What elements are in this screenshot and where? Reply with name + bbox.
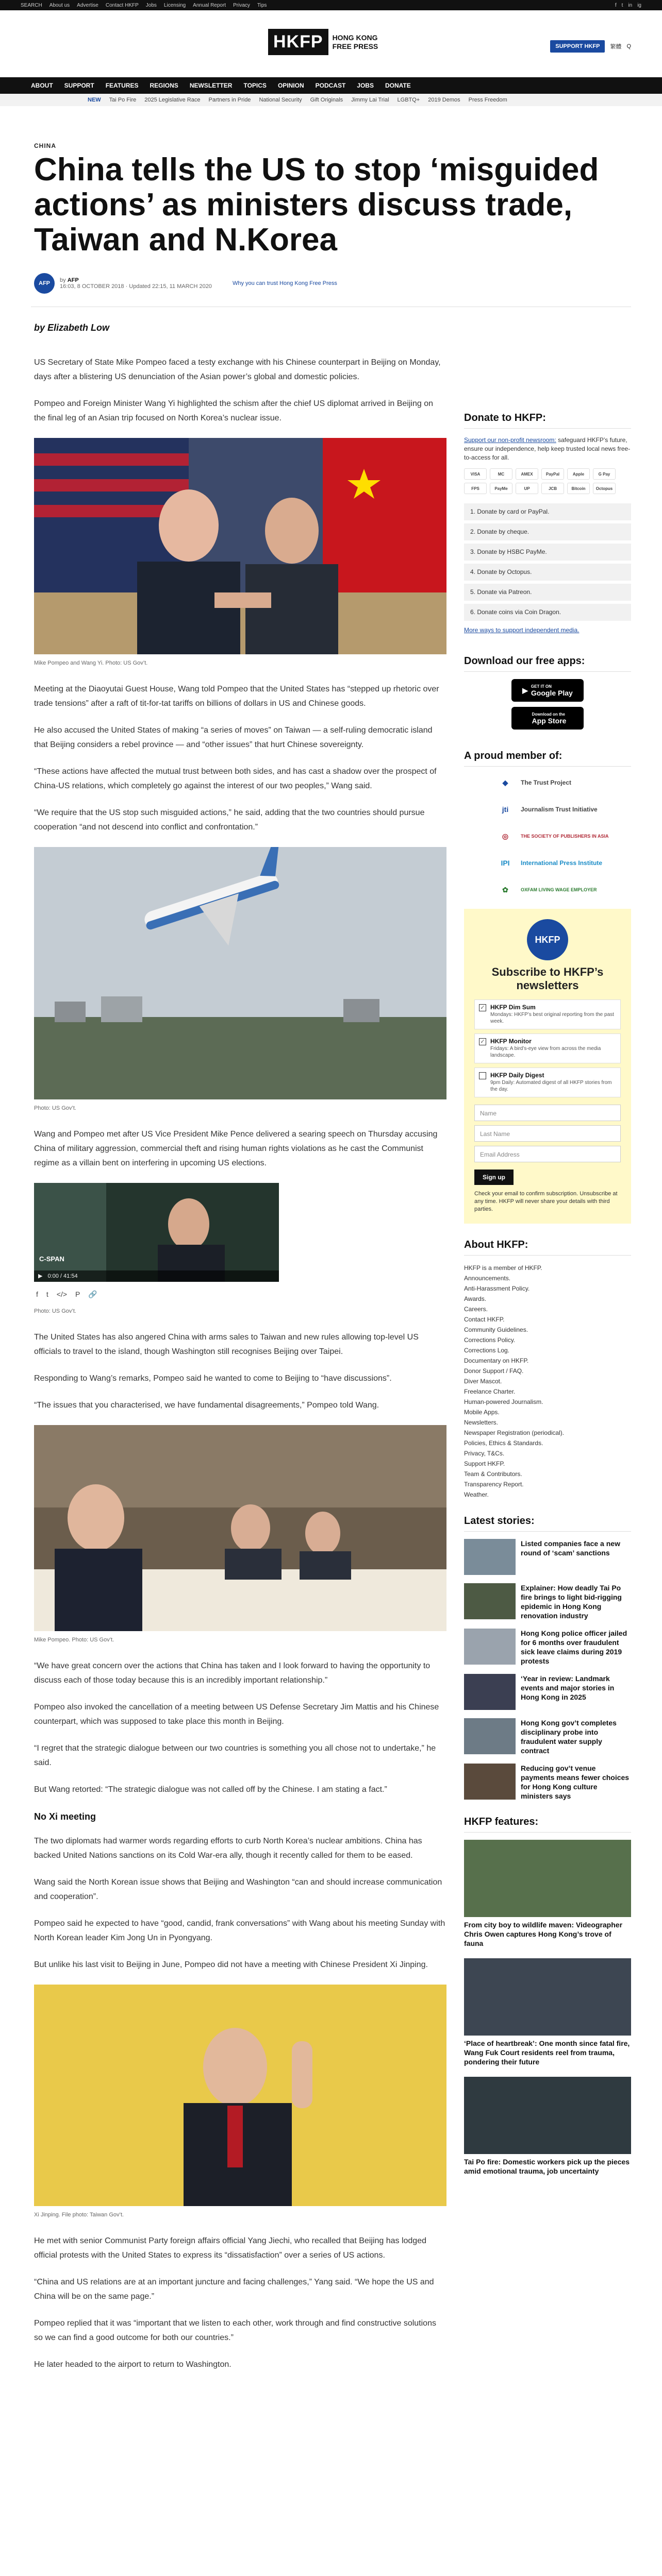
twitter-icon[interactable]: t xyxy=(46,1290,48,1298)
trending-link[interactable]: Partners in Pride xyxy=(208,97,251,103)
about-link[interactable]: About us xyxy=(49,2,70,8)
about-link[interactable]: Team & Contributors. xyxy=(464,1470,522,1478)
photo-caption: Mike Pompeo and Wang Yi. Photo: US Gov’t. xyxy=(34,660,148,666)
photo-airplane xyxy=(34,847,446,1099)
sopa-logo: ◎ xyxy=(502,832,509,840)
about-list xyxy=(464,1263,631,1500)
trending-link[interactable]: Tai Po Fire xyxy=(109,97,137,103)
paragraph: But unlike his last visit to Beijing in June, Pompeo did not have a meeting with Chinese President Xi Jinping. xyxy=(34,1960,428,1969)
nav-newsletter[interactable]: NEWSLETTER xyxy=(189,82,233,89)
licensing-link[interactable]: Licensing xyxy=(163,2,186,8)
article-body xyxy=(34,309,446,2384)
about-link[interactable]: Community Guidelines. xyxy=(464,1326,528,1333)
amex-icon: AMEX xyxy=(516,468,538,480)
latest-heading: Latest stories: xyxy=(464,1515,631,1532)
nav-opinion[interactable]: OPINION xyxy=(277,82,304,89)
trending-link[interactable]: Gift Originals xyxy=(310,97,343,103)
mastercard-icon: MC xyxy=(490,468,512,480)
about-link[interactable]: Transparency Report. xyxy=(464,1481,524,1488)
jcb-icon: JCB xyxy=(541,483,564,494)
donate-option[interactable]: 3. Donate by HSBC PayMe. xyxy=(464,544,631,561)
newsletter-logo: HKFP xyxy=(527,919,568,960)
donate-option[interactable]: 1. Donate by card or PayPal. xyxy=(464,503,631,520)
nav-jobs[interactable]: JOBS xyxy=(357,82,374,89)
author-name[interactable]: AFP xyxy=(67,277,79,283)
trending-link[interactable]: 2025 Legislative Race xyxy=(144,97,201,103)
member-jti[interactable]: jti Journalism Trust Initiative xyxy=(495,801,631,818)
donate-box: Support our non-profit newsroom: safeguard HKFP’s future, ensure our independence, help keep trusted local news free-to-access for all. VISA MC AMEX PayPal Apple G Pay FPS PayMe UP JCB Bitcoin Octopus 1. Donate by card or PayPal. 2. Donate by cheque. 3. Donate by HSBC PayMe. 4. Donate by Octopus. 5. Donate via Patreon. 6. Donate coins via Coin Dragon. More ways to support independent media. xyxy=(464,436,631,634)
newsletter-title: Subscribe to HKFP’s newsletters xyxy=(491,965,604,992)
google-play-badge[interactable]: ▶ GET IT ON Google Play xyxy=(511,679,584,702)
nav-features[interactable]: FEATURES xyxy=(105,82,139,89)
photo-pompeo-wang xyxy=(34,438,446,654)
newsletter-option[interactable]: ✓ HKFP Dim Sum Mondays: HKFP’s best original reporting from the past week. xyxy=(474,999,621,1029)
paragraph: Pompeo replied that it was “important that we listen to each other, work through and find constructive solutions so we can find a good outcome for both our countries.” xyxy=(34,2319,436,2342)
more-ways-link[interactable]: More ways to support independent media. xyxy=(464,626,580,634)
payment-logos xyxy=(464,468,631,494)
feature-image xyxy=(464,1840,631,1917)
member-trust-project[interactable]: ◆ The Trust Project xyxy=(495,774,631,791)
about-link[interactable]: Support HKFP. xyxy=(464,1460,505,1467)
paragraph: “I regret that the strategic dialogue between our two countries is something you all chose not to undertake,” he said. xyxy=(34,1744,436,1767)
paragraph: Pompeo also invoked the cancellation of a meeting between US Defense Secretary Jim Mattis and his Chinese counterpart, which was supposed to take place this month in Beijing. xyxy=(34,1703,439,1726)
story-thumbnail xyxy=(464,1539,516,1575)
about-link[interactable]: Anti-Harassment Policy. xyxy=(464,1285,530,1292)
facebook-icon[interactable]: f xyxy=(36,1290,38,1298)
feature-title[interactable]: Tai Po fire: Domestic workers pick up the pieces amid emotional trauma, job uncertainty xyxy=(464,2158,630,2175)
section-heading: No Xi meeting xyxy=(34,1811,96,1822)
article-meta: AFP by AFP 16:03, 8 OCTOBER 2018 · Updated 22:15, 11 MARCH 2020 Why you can trust Hong Kong Free Press xyxy=(34,273,337,294)
donate-options xyxy=(464,503,631,621)
about-link[interactable]: Donor Support / FAQ. xyxy=(464,1367,524,1375)
donate-option[interactable]: 5. Donate via Patreon. xyxy=(464,584,631,601)
paragraph: “The issues that you characterised, we have fundamental disagreements,” Pompeo told Wang. xyxy=(34,1401,379,1410)
story-thumbnail xyxy=(464,1718,516,1754)
play-icon[interactable]: ▶ xyxy=(38,1273,43,1279)
paragraph: Wang said the North Korean issue shows that Beijing and Washington “can and should increase communication and cooperation”. xyxy=(34,1878,442,1901)
story-card[interactable] xyxy=(464,1539,631,1575)
byline: by Elizabeth Low xyxy=(34,323,110,333)
donate-option[interactable]: 4. Donate by Octopus. xyxy=(464,564,631,581)
nav-podcast[interactable]: PODCAST xyxy=(315,82,346,89)
video-controls[interactable] xyxy=(34,1270,279,1282)
story-card[interactable] xyxy=(464,1629,631,1666)
story-thumbnail xyxy=(464,1764,516,1800)
paragraph: “China and US relations are at an important juncture and facing challenges,” Yang said. “We hope the US and China will be on the same page.” xyxy=(34,2278,434,2301)
trending-link[interactable]: Jimmy Lai Trial xyxy=(351,97,389,103)
paypal-icon: PayPal xyxy=(541,468,564,480)
site-logo[interactable] xyxy=(268,29,378,55)
privacy-link[interactable]: Privacy xyxy=(233,2,250,8)
new-badge: NEW xyxy=(88,97,101,103)
about-link[interactable]: Documentary on HKFP. xyxy=(464,1357,529,1364)
about-link[interactable]: Mobile Apps. xyxy=(464,1409,500,1416)
play-store-icon: ▶ xyxy=(522,686,528,694)
donate-heading: Donate to HKFP: xyxy=(464,412,631,429)
feature-image xyxy=(464,1958,631,2036)
oxfam-logo: ✿ xyxy=(502,885,508,894)
jobs-link[interactable]: Jobs xyxy=(145,2,157,8)
main-nav xyxy=(0,77,662,94)
signup-button[interactable]: Sign up xyxy=(474,1170,514,1185)
video-thumbnail xyxy=(34,1183,279,1282)
checkbox[interactable]: ✓ xyxy=(479,1004,486,1011)
trending-link[interactable]: LGBTQ+ xyxy=(397,97,420,103)
fps-icon: FPS xyxy=(464,483,487,494)
annual-report-link[interactable]: Annual Report xyxy=(193,2,226,8)
story-card[interactable] xyxy=(464,1764,631,1801)
article-headline: China tells the US to stop ‘misguided actions’ as ministers discuss trade, Taiwan and N.Korea xyxy=(34,152,599,258)
trending-link[interactable]: 2019 Demos xyxy=(428,97,460,103)
publish-dates: 16:03, 8 OCTOBER 2018 · Updated 22:15, 11 MARCH 2020 xyxy=(60,283,212,290)
paragraph: “These actions have affected the mutual trust between both sides, and has cast a shadow over the prospect of China-US relations, which completely go against the interest of our two peoples,” Wang said. xyxy=(34,767,437,790)
support-hkfp-button[interactable]: SUPPORT HKFP xyxy=(550,40,605,53)
masthead xyxy=(0,10,662,77)
paragraph: “We require that the US stop such misguided actions,” he said, adding that the two countries should pursue cooperation “and not descend into conflict and confrontation.” xyxy=(34,808,425,832)
checkbox[interactable]: ✓ xyxy=(479,1038,486,1045)
paragraph: Pompeo and Foreign Minister Wang Yi highlighted the schism after the chief US diplomat arrived in Beijing on the final leg of an Asian trip focused on North Korea’s nuclear issue. xyxy=(34,399,434,422)
logo-wordmark: HONG KONG FREE PRESS xyxy=(332,33,378,50)
about-link[interactable]: HKFP is a member of HKFP. xyxy=(464,1264,542,1272)
photo-xi-jinping xyxy=(34,1985,446,2206)
pinterest-icon[interactable]: P xyxy=(75,1290,80,1298)
story-title[interactable]: Explainer: How deadly Tai Po fire brings to light bid-rigging epidemic in Hong Kong renovation industry xyxy=(521,1584,622,1620)
bitcoin-icon: Bitcoin xyxy=(567,483,590,494)
paragraph: “We have great concern over the actions that China has taken and I look forward to having the opportunity to discuss each of those today because this is an incredibly important relationship.” xyxy=(34,1662,431,1685)
member-ipi[interactable]: IPI International Press Institute xyxy=(495,854,631,872)
about-link[interactable]: Freelance Charter. xyxy=(464,1388,516,1395)
photo-caption: Photo: US Gov’t. xyxy=(34,1105,76,1111)
paragraph: But Wang retorted: “The strategic dialogue was not called off by the Chinese. I am stating a fact.” xyxy=(34,1785,387,1794)
story-card[interactable] xyxy=(464,1674,631,1710)
visa-icon: VISA xyxy=(464,468,487,480)
about-link[interactable]: Announcements. xyxy=(464,1275,511,1282)
nav-topics[interactable]: TOPICS xyxy=(243,82,267,89)
app-store-badge[interactable]: Download on the App Store xyxy=(511,707,584,730)
name-field[interactable]: Name xyxy=(474,1105,621,1121)
paragraph: Wang and Pompeo met after US Vice President Mike Pence delivered a searing speech on Thursday accusing China of military aggression, commercial theft and rising human rights violations as he cast the Communist regime as a villain bent on interfering in upcoming US elections. xyxy=(34,1130,438,1167)
tips-link[interactable]: Tips xyxy=(257,2,267,8)
utility-bar xyxy=(0,0,662,10)
facebook-icon[interactable]: f xyxy=(615,2,617,8)
contact-link[interactable]: Contact HKFP xyxy=(105,2,139,8)
trending-bar xyxy=(0,94,662,106)
story-title[interactable]: Listed companies face a new round of ‘scam’ sanctions xyxy=(521,1539,620,1557)
feature-card[interactable] xyxy=(464,1958,631,2066)
paragraph: He later headed to the airport to return to Washington. xyxy=(34,2360,231,2369)
photo-caption: Mike Pompeo. Photo: US Gov’t. xyxy=(34,1637,114,1643)
photo-caption: Xi Jinping. File photo: Taiwan Gov’t. xyxy=(34,2212,124,2218)
story-thumbnail xyxy=(464,1583,516,1619)
google-pay-icon: G Pay xyxy=(593,468,616,480)
apple-pay-icon: Apple xyxy=(567,468,590,480)
story-thumbnail xyxy=(464,1674,516,1710)
feature-title[interactable]: From city boy to wildlife maven: Videographer Chris Owen captures Hong Kong’s trove of fauna xyxy=(464,1921,623,1947)
trust-link[interactable]: Why you can trust Hong Kong Free Press xyxy=(232,280,337,286)
newsletter-box xyxy=(464,909,631,1224)
donate-option[interactable]: 6. Donate coins via Coin Dragon. xyxy=(464,604,631,621)
story-title[interactable]: Hong Kong gov’t completes disciplinary probe into fraudulent water supply contract xyxy=(521,1719,617,1755)
language-toggle[interactable]: 繁體 xyxy=(610,44,622,50)
paragraph: Responding to Wang’s remarks, Pompeo said he wanted to come to Beijing to “have discussions”. xyxy=(34,1374,392,1383)
paragraph: US Secretary of State Mike Pompeo faced a testy exchange with his Chinese counterpart in Beijing on Monday, days after a blistering US denunciation of the Asian power’s global and domestic policies. xyxy=(34,358,441,381)
trust-project-logo: ◆ xyxy=(502,778,508,787)
twitter-icon[interactable]: t xyxy=(621,2,623,8)
octopus-icon: Octopus xyxy=(593,483,616,494)
paragraph: The United States has also angered China with arms sales to Taiwan and new rules allowing top-level US officials to travel to the island, though Washington still recognises Beijing over Taipei. xyxy=(34,1333,419,1356)
email-field[interactable]: Email Address xyxy=(474,1146,621,1162)
linkedin-icon[interactable]: in xyxy=(628,2,633,8)
nav-regions[interactable]: REGIONS xyxy=(150,82,178,89)
about-link[interactable]: Privacy, T&Cs. xyxy=(464,1450,505,1457)
nav-about[interactable]: ABOUT xyxy=(31,82,53,89)
donate-link[interactable]: Support our non-profit newsroom: xyxy=(464,436,556,444)
about-link[interactable]: Newspaper Registration (periodical). xyxy=(464,1429,565,1436)
about-link[interactable]: Newsletters. xyxy=(464,1419,499,1426)
jti-logo: jti xyxy=(502,805,509,814)
nav-donate[interactable]: DONATE xyxy=(385,82,411,89)
about-link[interactable]: Policies, Ethics & Standards. xyxy=(464,1439,543,1447)
story-thumbnail xyxy=(464,1629,516,1665)
about-link[interactable]: Corrections Log. xyxy=(464,1347,510,1354)
search-link[interactable]: SEARCH xyxy=(21,2,42,8)
about-link[interactable]: Awards. xyxy=(464,1295,487,1302)
newsletter-option[interactable]: HKFP Daily Digest 9pm Daily: Automated digest of all HKFP stories from the day. xyxy=(474,1067,621,1097)
about-link[interactable]: Careers. xyxy=(464,1306,488,1313)
feature-title[interactable]: ‘Place of heartbreak’: One month since fatal fire, Wang Fuk Court residents reel from trauma, pondering their future xyxy=(464,2039,630,2066)
logo-mark: HKFP xyxy=(268,29,328,55)
about-link[interactable]: Corrections Policy. xyxy=(464,1336,516,1344)
feature-card[interactable] xyxy=(464,2077,631,2176)
paragraph: Meeting at the Diaoyutai Guest House, Wang told Pompeo that the United States has “stepped up rhetoric over trade tensions” after a raft of tit-for-tat tariffs on billions of dollars in US and Chinese goods. xyxy=(34,685,439,708)
article-category[interactable]: CHINA xyxy=(34,142,56,149)
video-time: 0:00 / 41:54 xyxy=(47,1273,78,1279)
paragraph: The two diplomats had warmer words regarding efforts to curb North Korea’s nuclear ambitions. China has backed United Nations sanctions on its Cold War-era ally, though it recently called for them to be eased. xyxy=(34,1837,422,1860)
paragraph: He met with senior Communist Party foreign affairs official Yang Jiechi, who recalled that Beijing has lodged official protests with the United States to express its “dissatisfaction” over a series of US actions. xyxy=(34,2236,426,2260)
story-title[interactable]: Hong Kong police officer jailed for 6 months over fraudulent sick leave claims during 2019 protests xyxy=(521,1629,627,1665)
video-brand: C-SPAN xyxy=(39,1255,64,1263)
unionpay-icon: UP xyxy=(516,483,538,494)
last-name-field[interactable]: Last Name xyxy=(474,1125,621,1142)
paragraph: He also accused the United States of making “a series of moves” on Taiwan — a self-ruling democratic island that Beijing considers a rebel province — and “other issues” that hurt Chinese sovereignty. xyxy=(34,726,433,749)
newsletter-option[interactable]: ✓ HKFP Monitor Fridays: A bird’s-eye view from across the media landscape. xyxy=(474,1033,621,1063)
trending-link[interactable]: National Security xyxy=(259,97,302,103)
about-link[interactable]: Human-powered Journalism. xyxy=(464,1398,543,1405)
story-card[interactable] xyxy=(464,1718,631,1755)
story-card[interactable] xyxy=(464,1583,631,1620)
about-link[interactable]: Contact HKFP. xyxy=(464,1316,505,1323)
ipi-logo: IPI xyxy=(501,859,510,867)
paragraph: Pompeo said he expected to have “good, candid, frank conversations” with Wang about his meeting Sunday with North Korean leader Kim Jong Un in Pyongyang. xyxy=(34,1919,445,1942)
instagram-icon[interactable]: ig xyxy=(637,2,641,8)
author-avatar: AFP xyxy=(34,273,55,294)
photo-pompeo-meeting xyxy=(34,1425,446,1631)
features-heading: HKFP features: xyxy=(464,1816,631,1833)
feature-image xyxy=(464,2077,631,2154)
sidebar xyxy=(464,412,631,2186)
trending-link[interactable]: Press Freedom xyxy=(468,97,507,103)
advertise-link[interactable]: Advertise xyxy=(77,2,98,8)
newsletter-note: Check your email to confirm subscription. Unsubscribe at any time. HKFP will never share your details with third parties. xyxy=(474,1191,618,1212)
search-icon[interactable]: Q xyxy=(626,43,631,49)
latest-stories xyxy=(464,1539,631,1801)
member-sopa[interactable]: ◎ THE SOCIETY OF PUBLISHERS IN ASIA xyxy=(495,827,631,845)
member-heading: A proud member of: xyxy=(464,750,631,767)
about-heading: About HKFP: xyxy=(464,1239,631,1256)
payme-icon: PayMe xyxy=(490,483,512,494)
video-caption: Photo: US Gov’t. xyxy=(34,1308,76,1314)
story-title[interactable]: Reducing gov’t venue payments means fewer choices for Hong Kong culture ministers says xyxy=(521,1764,630,1800)
apps-heading: Download our free apps: xyxy=(464,655,631,672)
donate-option[interactable]: 2. Donate by cheque. xyxy=(464,523,631,540)
video-player[interactable] xyxy=(34,1183,279,1282)
nav-support[interactable]: SUPPORT xyxy=(64,82,94,89)
about-link[interactable]: Weather. xyxy=(464,1491,489,1498)
checkbox[interactable] xyxy=(479,1072,486,1079)
feature-card[interactable] xyxy=(464,1840,631,1948)
embed-icon[interactable]: </> xyxy=(56,1290,68,1298)
member-oxfam[interactable]: ✿ OXFAM LIVING WAGE EMPLOYER xyxy=(495,881,631,899)
story-title[interactable]: ‘Year in review: Landmark events and major stories in Hong Kong in 2025 xyxy=(521,1674,615,1701)
link-icon[interactable]: 🔗 xyxy=(88,1290,97,1298)
about-link[interactable]: Diver Mascot. xyxy=(464,1378,502,1385)
video-share-row xyxy=(34,1284,446,1304)
